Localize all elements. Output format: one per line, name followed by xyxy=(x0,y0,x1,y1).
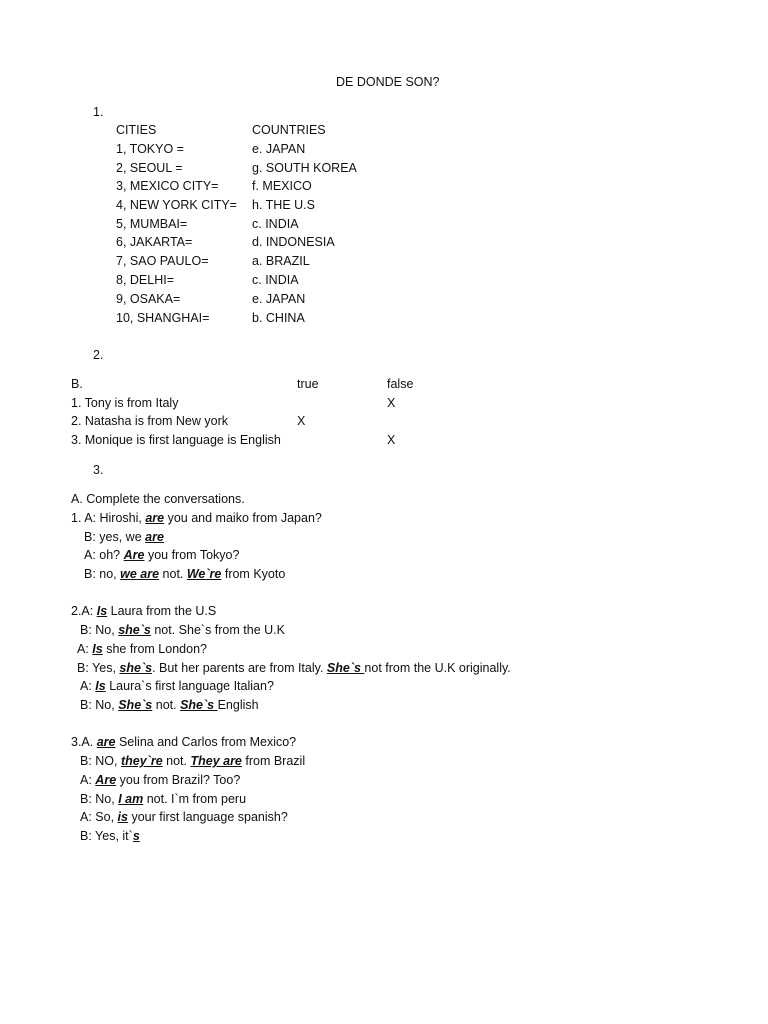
page-title: DE DONDE SON? xyxy=(336,75,440,89)
city-item: 7, SAO PAULO= xyxy=(116,254,209,268)
city-item: 8, DELHI= xyxy=(116,273,175,287)
section-3-number: 3. xyxy=(93,463,104,477)
answer-word: she`s xyxy=(119,661,153,675)
answer-word: Is xyxy=(96,604,108,618)
answer-word: s xyxy=(132,829,140,843)
answer-word: they`re xyxy=(120,754,163,768)
answer-word: is xyxy=(117,810,128,824)
city-item: 4, NEW YORK CITY= xyxy=(116,198,237,212)
conversation-line: A: So, is your first language spanish? xyxy=(80,810,288,824)
country-item: a. BRAZIL xyxy=(252,254,310,268)
countries-header: COUNTRIES xyxy=(252,123,326,137)
true-mark: X xyxy=(297,414,306,428)
statement-item: 2. Natasha is from New york xyxy=(71,414,228,428)
conversation-line: B: No, She`s not. She`s English xyxy=(80,698,259,712)
country-item: c. INDIA xyxy=(252,217,299,231)
city-item: 6, JAKARTA= xyxy=(116,235,193,249)
country-item: h. THE U.S xyxy=(252,198,315,212)
city-item: 5, MUMBAI= xyxy=(116,217,188,231)
country-item: e. JAPAN xyxy=(252,292,306,306)
conversation-line: B: Yes, it`s xyxy=(80,829,140,843)
statement-item: 3. Monique is first language is English xyxy=(71,433,281,447)
conversation-line: A: Is Laura`s first language Italian? xyxy=(80,679,274,693)
conversation-line: B: No, I am not. I`m from peru xyxy=(80,792,247,806)
conversation-line: B: no, we are not. We`re from Kyoto xyxy=(84,567,286,581)
conversation-line: B: Yes, she`s. But her parents are from Italy. She`s not from the U.K originally. xyxy=(77,661,511,675)
section-3-heading: A. Complete the conversations. xyxy=(71,492,245,506)
conversation-line: B: NO, they`re not. They are from Brazil xyxy=(80,754,306,768)
answer-word: We`re xyxy=(186,567,222,581)
answer-word: I am xyxy=(118,792,144,806)
answer-word: She`s xyxy=(326,661,365,675)
country-item: d. INDONESIA xyxy=(252,235,335,249)
conversation-line: A: oh? Are you from Tokyo? xyxy=(84,548,240,562)
conversation-line: B: yes, we are xyxy=(84,530,164,544)
cities-header: CITIES xyxy=(116,123,157,137)
answer-word: we are xyxy=(120,567,160,581)
section-1-number: 1. xyxy=(93,105,104,119)
statement-item: 1. Tony is from Italy xyxy=(71,396,179,410)
answer-word: Are xyxy=(95,773,117,787)
conversation-line: B: No, she`s not. She`s from the U.K xyxy=(80,623,285,637)
country-item: b. CHINA xyxy=(252,311,305,325)
city-item: 3, MEXICO CITY= xyxy=(116,179,219,193)
true-header: true xyxy=(297,377,319,391)
country-item: f. MEXICO xyxy=(252,179,312,193)
city-item: 9, OSAKA= xyxy=(116,292,181,306)
false-mark: X xyxy=(387,433,396,447)
answer-word: are xyxy=(145,511,165,525)
answer-word: Is xyxy=(95,679,106,693)
false-header: false xyxy=(387,377,414,391)
country-item: c. INDIA xyxy=(252,273,299,287)
answer-word: are xyxy=(96,735,116,749)
section-2-label: B. xyxy=(71,377,83,391)
city-item: 2, SEOUL = xyxy=(116,161,183,175)
answer-word: She`s xyxy=(118,698,153,712)
answer-word: are xyxy=(145,530,164,544)
conversation-line: A: Are you from Brazil? Too? xyxy=(80,773,241,787)
answer-word: They are xyxy=(190,754,242,768)
answer-word: Are xyxy=(123,548,145,562)
city-item: 10, SHANGHAI= xyxy=(116,311,210,325)
country-item: e. JAPAN xyxy=(252,142,306,156)
conversation-line: 3.A. are Selina and Carlos from Mexico? xyxy=(71,735,297,749)
conversation-line: 2.A: Is Laura from the U.S xyxy=(71,604,217,618)
country-item: g. SOUTH KOREA xyxy=(252,161,357,175)
answer-word: Is xyxy=(92,642,103,656)
conversation-line: 1. A: Hiroshi, are you and maiko from Japan? xyxy=(71,511,322,525)
section-2-number: 2. xyxy=(93,348,104,362)
city-item: 1, TOKYO = xyxy=(116,142,184,156)
answer-word: she`s xyxy=(118,623,151,637)
conversation-line: A: Is she from London? xyxy=(77,642,207,656)
answer-word: She`s xyxy=(180,698,218,712)
false-mark: X xyxy=(387,396,396,410)
